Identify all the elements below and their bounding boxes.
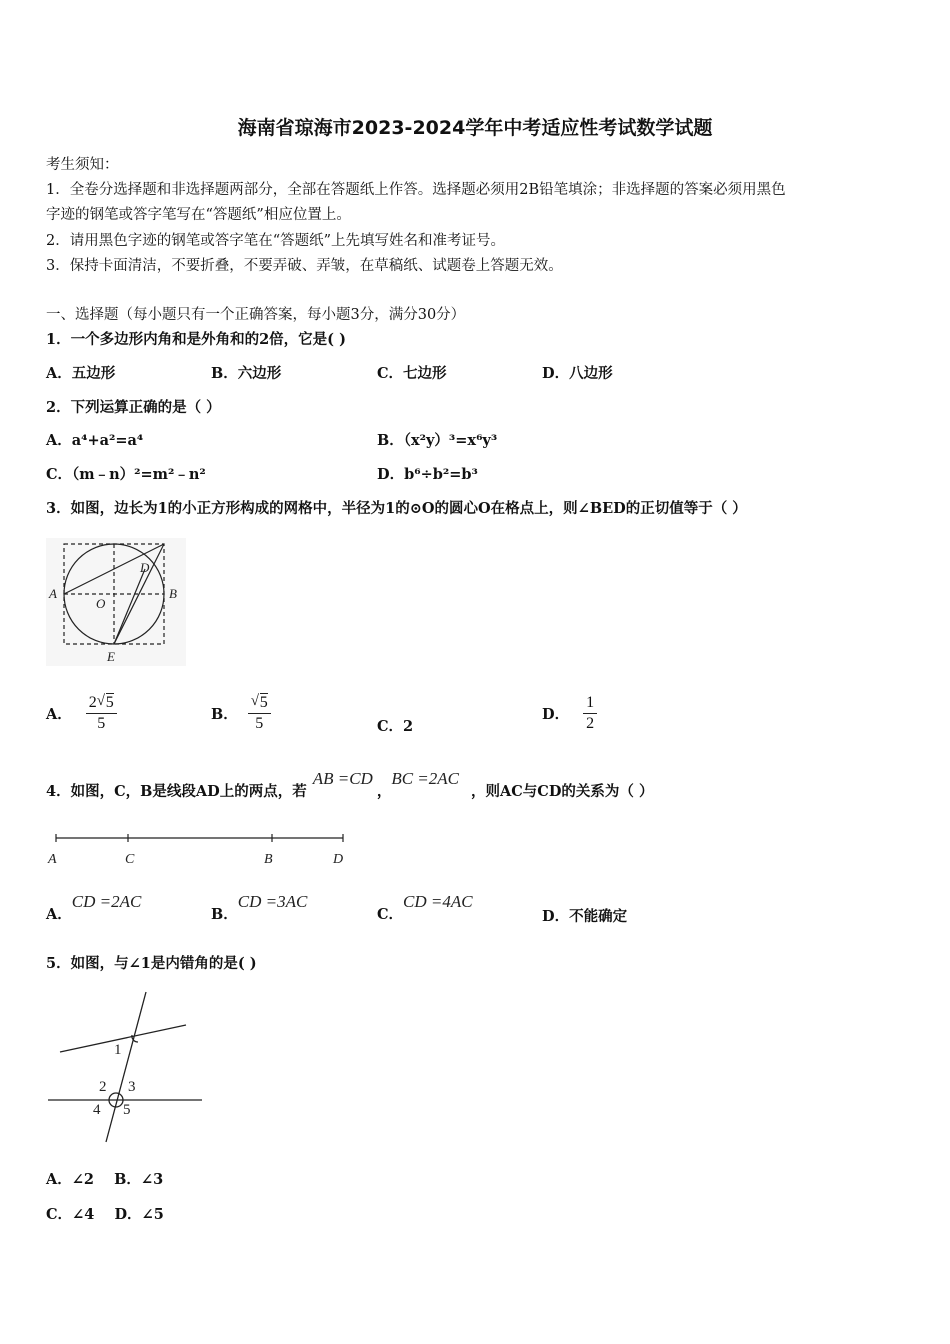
q3-option-b-radicand: 5 — [259, 693, 268, 711]
q1-option-d: D．八边形 — [542, 365, 613, 382]
q5-label-3: 3 — [128, 1079, 136, 1095]
q5-line-upper — [60, 1025, 186, 1052]
q4-label-c: C — [125, 852, 135, 867]
q4-comma: ， — [376, 782, 392, 800]
sqrt-icon: √ — [96, 692, 105, 709]
q4-option-c — [377, 890, 473, 924]
q5-options-cd: C．∠4 D．∠5 — [46, 1206, 164, 1223]
q5-label-1: 1 — [114, 1042, 122, 1058]
q2-option-b: B．（x²y）³=x⁶y³ — [377, 432, 498, 449]
q2-option-d: D．b⁶÷b²=b³ — [377, 466, 478, 483]
q5-label-4: 4 — [93, 1102, 101, 1118]
q3-label-o: O — [96, 596, 106, 611]
q4-option-b — [211, 890, 307, 924]
q5-label-2: 2 — [99, 1079, 107, 1095]
q3-option-d-den: 2 — [586, 714, 595, 732]
q4-option-a-expr: CD =2AC — [71, 892, 142, 911]
q3-label-a: A — [49, 586, 57, 601]
q1-option-c: C．七边形 — [377, 365, 447, 382]
q4-option-b-expr: CD =3AC — [237, 892, 308, 911]
q4-option-a-label: A． — [46, 906, 72, 923]
q5-options-ab: A．∠2 B．∠3 — [46, 1171, 164, 1188]
q3-option-b-fraction — [248, 693, 271, 734]
q3-stem: 3．如图，边长为1的小正方形构成的网格中，半径为1的⊙O的圆心O在格点上，则∠BED的正切值等于（ ） — [46, 500, 747, 517]
q3-label-d: D — [140, 560, 150, 575]
q5-stem: 5．如图，与∠1是内错角的是( ) — [46, 955, 257, 972]
q3-option-d-label: D． — [542, 705, 570, 723]
q4-label-b: B — [264, 852, 273, 867]
q5-label-5: 5 — [123, 1102, 131, 1118]
q3-option-d-fraction — [583, 693, 597, 734]
q3-option-c: C．2 — [377, 718, 414, 735]
q3-option-a-radicand: 5 — [105, 693, 114, 711]
q3-option-d-num: 1 — [583, 693, 597, 714]
q4-option-c-expr: CD =4AC — [403, 892, 473, 911]
q4-option-a — [46, 890, 141, 924]
q3-option-a-fraction — [86, 693, 117, 734]
q4-option-c-label: C． — [377, 906, 404, 923]
q4-option-d: D．不能确定 — [542, 908, 628, 925]
q2-option-a: A．a⁴+a²=a⁴ — [46, 432, 144, 449]
q4-label-d: D — [333, 852, 344, 867]
q3-circle-grid-figure — [46, 538, 186, 666]
q3-option-d — [542, 688, 597, 738]
sqrt-icon: √ — [250, 692, 259, 709]
q4-option-b-label: B． — [211, 906, 238, 923]
q3-option-b-den: 5 — [255, 714, 264, 732]
q3-label-e: E — [107, 649, 115, 664]
q1-stem: 1．一个多边形内角和是外角和的2倍，它是( ) — [46, 331, 346, 348]
section-heading: 一、选择题（每小题只有一个正确答案，每小题3分，满分30分） — [46, 307, 466, 323]
q4-label-a: A — [48, 852, 57, 867]
notice-line-3: 3．保持卡面清洁，不要折叠，不要弄破、弄皱，在草稿纸、试题卷上答题无效。 — [46, 258, 563, 274]
q3-option-a-den: 5 — [97, 714, 106, 732]
q1-option-b: B．六边形 — [211, 365, 282, 382]
q2-stem: 2．下列运算正确的是（ ） — [46, 399, 221, 416]
q3-option-a — [46, 688, 117, 738]
page-title: 海南省琼海市2023-2024学年中考适应性考试数学试题 — [237, 117, 713, 139]
q4-segment-figure — [46, 830, 356, 870]
q3-option-b-label: B． — [211, 705, 238, 723]
notice-line-1: 1．全卷分选择题和非选择题两部分，全部在答题纸上作答。选择题必须用2B铅笔填涂；非选择题的答案必须用黑色 — [46, 182, 786, 198]
q5-angles-figure — [46, 990, 206, 1146]
q3-label-b: B — [169, 586, 177, 601]
q4-stem-pre: 4．如图，C，B是线段AD上的两点，若 — [46, 782, 307, 800]
q3-option-a-label: A． — [46, 705, 72, 723]
notice-line-2: 2．请用黑色字迹的钢笔或答字笔在“答题纸”上先填写姓名和准考证号。 — [46, 233, 506, 249]
q1-option-a: A．五边形 — [46, 365, 116, 382]
q5-transversal — [106, 992, 146, 1142]
q4-stem — [46, 770, 653, 810]
q4-stem-post: ，则AC与CD的关系为（ ） — [471, 782, 654, 800]
q3-option-a-coef: 2 — [88, 693, 97, 711]
notice-line-1b: 字迹的钢笔或答字笔写在“答题纸”相应位置上。 — [46, 207, 351, 223]
q3-figure-background — [46, 538, 186, 666]
q4-expr-2: BC =2AC — [391, 769, 459, 788]
q3-option-b — [211, 688, 271, 738]
notice-heading: 考生须知： — [46, 157, 119, 173]
q2-option-c: C．（m﹣n）²=m²﹣n² — [46, 466, 206, 483]
q4-expr-1: AB =CD — [312, 769, 373, 788]
